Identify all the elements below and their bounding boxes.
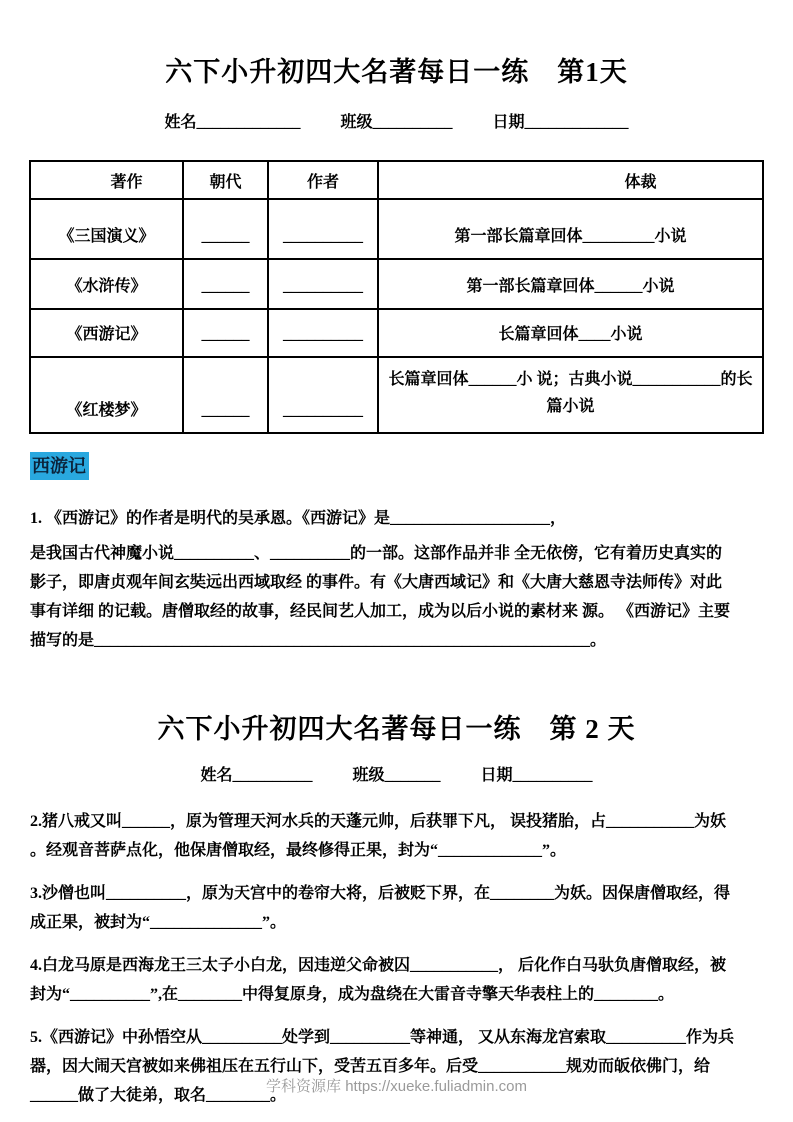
- page-title-day2: 六下小升初四大名著每日一练 第 2 天: [157, 714, 636, 744]
- question-line: 。经观音菩萨点化，他保唐僧取经，最终修得正果，封为“_____________”。: [30, 842, 567, 859]
- genre-cell: 第一部长篇章回体_________小说: [378, 199, 763, 259]
- table-header-work: 著作: [30, 161, 183, 199]
- question-5: [0, 1023, 793, 1110]
- page-title-day1: 六下小升初四大名著每日一练 第1天: [165, 57, 628, 87]
- question-line: 封为“__________”,在________中得复原身，成为盘绕在大雷音寺擎天华表柱上的________。: [30, 986, 675, 1003]
- question-line: 2.猪八戒又叫______，原为管理天河水兵的天蓬元帅，后获罪下凡， 误投猪胎，占___________为妖: [30, 813, 727, 830]
- novels-table: [29, 160, 764, 434]
- work-cell: 《西游记》: [30, 309, 183, 357]
- class-field-day1: 班级__________: [340, 114, 453, 131]
- question-line: 4.白龙马原是西海龙王三太子小白龙，因违逆父命被囚___________， 后化作白马驮负唐僧取经，被: [30, 957, 727, 974]
- dynasty-blank: ______: [183, 199, 268, 259]
- question-line: 5.《西游记》中孙悟空从__________处学到__________等神通， 又从东海龙宫索取__________作为兵: [30, 1029, 735, 1046]
- table-header-row: [30, 161, 763, 199]
- table-row: [30, 309, 763, 357]
- name-class-date-line-day2: [0, 762, 793, 785]
- table-row: [30, 357, 763, 433]
- dynasty-blank: ______: [183, 309, 268, 357]
- date-field-day1: 日期_____________: [492, 114, 629, 131]
- name-field-day2: 姓名__________: [200, 767, 313, 784]
- genre-cell: 长篇章回体____小说: [378, 309, 763, 357]
- question-line: ______做了大徒弟，取名________。: [30, 1087, 287, 1104]
- question-line: 事有详细 的记载。唐僧取经的故事，经民间艺人加工，成为以后小说的素材来 源。 《西游记》主要: [30, 603, 731, 620]
- table-header-dynasty: 朝代: [183, 161, 268, 199]
- question-line: 是我国古代神魔小说__________、__________的一部。这部作品并非 全无依傍，它有着历史真实的: [30, 545, 723, 562]
- work-cell: 《三国演义》: [30, 199, 183, 259]
- work-cell: 《水浒传》: [30, 259, 183, 309]
- class-field-day2: 班级_______: [352, 767, 441, 784]
- name-field-day1: 姓名_____________: [164, 114, 301, 131]
- genre-cell: 长篇章回体______小 说；古典小说___________的长篇小说: [378, 357, 763, 433]
- dynasty-blank: ______: [183, 259, 268, 309]
- question-4: [0, 951, 793, 1009]
- question-line: 成正果，被封为“______________”。: [30, 914, 287, 931]
- table-row: [30, 199, 763, 259]
- question-2: [0, 807, 793, 865]
- question-1: [0, 504, 793, 655]
- genre-cell: 第一部长篇章回体______小说: [378, 259, 763, 309]
- question-line: 器，因大闹天宫被如来佛祖压在五行山下，受苦五百多年。后受___________规劝而皈依佛门，给: [30, 1058, 711, 1075]
- question-3: [0, 879, 793, 937]
- table-row: [30, 259, 763, 309]
- table-header-genre: 体裁: [378, 161, 763, 199]
- table-header-author: 作者: [268, 161, 378, 199]
- question-line: 影子，即唐贞观年间玄奘远出西域取经 的事件。有《大唐西域记》和《大唐大慈恩寺法师传》对此: [30, 574, 723, 591]
- name-class-date-line-day1: [0, 109, 793, 132]
- question-line: 1. 《西游记》的作者是明代的吴承恩。《西游记》是____________________，: [30, 510, 567, 527]
- xiyouji-section-heading: 西游记: [30, 452, 89, 480]
- date-field-day2: 日期__________: [480, 767, 593, 784]
- author-blank: __________: [268, 309, 378, 357]
- author-blank: __________: [268, 199, 378, 259]
- question-line: 描写的是______________________________________________________________。: [30, 632, 607, 649]
- dynasty-blank: ______: [183, 357, 268, 433]
- footer-watermark: 学科资源库 https://xueke.fuliadmin.com: [266, 1078, 527, 1095]
- author-blank: __________: [268, 357, 378, 433]
- work-cell: 《红楼梦》: [30, 357, 183, 433]
- author-blank: __________: [268, 259, 378, 309]
- question-line: 3.沙僧也叫__________，原为天宫中的卷帘大将，后被贬下界，在________为妖。因保唐僧取经，得: [30, 885, 731, 902]
